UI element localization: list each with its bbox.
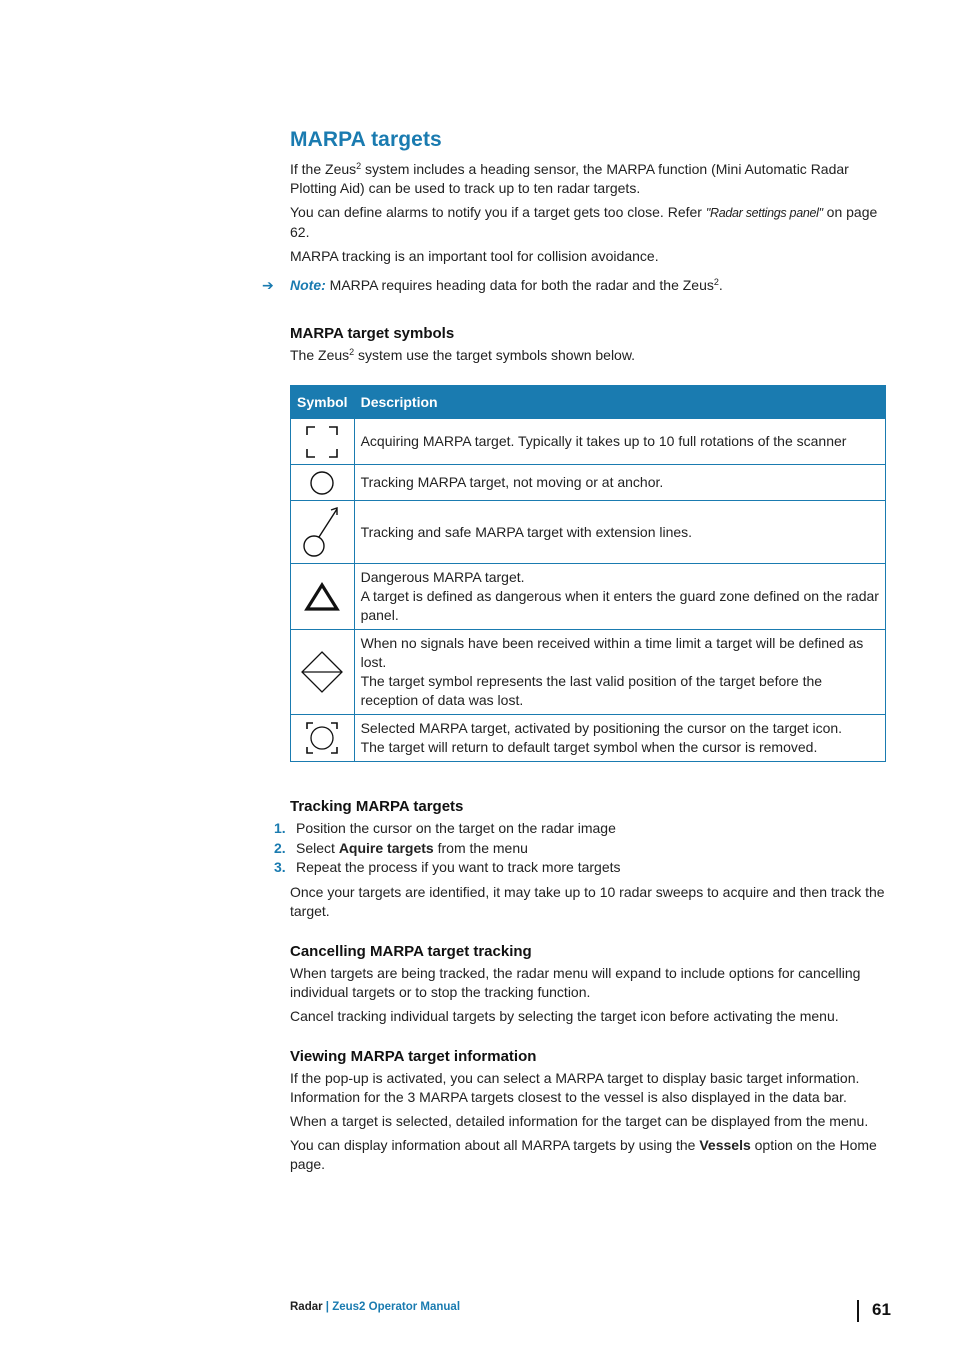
symbol-cell xyxy=(291,465,355,501)
selected-target-icon xyxy=(304,720,340,756)
symbol-cell xyxy=(291,419,355,465)
symbol-cell xyxy=(291,564,355,630)
safe-target-icon xyxy=(302,505,342,559)
cancelling-paragraph-2: Cancel tracking individual targets by selecting the target icon before activating the menu. xyxy=(290,1007,839,1024)
list-item: 3. Repeat the process if you want to track more targets xyxy=(274,859,621,875)
table-row xyxy=(291,465,886,501)
symbol-cell xyxy=(291,715,355,762)
tracking-section xyxy=(274,798,886,921)
viewing-paragraph-1: If the pop-up is activated, you can select a MARPA target to display basic target information. Information for the 3 MARPA targets closest to the vessel is also displayed in the data bar. xyxy=(290,1069,860,1105)
cancelling-paragraph-1: When targets are being tracked, the radar menu will expand to include options for cancelling individual targets or to stop the tracking function. xyxy=(290,964,861,1000)
viewing-section xyxy=(290,1048,886,1174)
table-row xyxy=(291,564,886,630)
intro-paragraph-1: If the Zeus$^2$ system includes a heading sensor, the MARPA function (Mini Automatic Radar Plotting Aid) can be used to track up to ten radar targets. xyxy=(290,161,849,196)
cancelling-section xyxy=(290,943,886,1026)
description-cell: Acquiring MARPA target. Typically it takes up to 10 full rotations of the scanner xyxy=(354,419,885,465)
page-number: 61 xyxy=(872,1300,891,1319)
intro-paragraph-2: You can define alarms to notify you if a target gets too close. Refer "Radar settings panel" on page 62. xyxy=(290,204,878,240)
symbols-table xyxy=(290,385,886,762)
tracking-heading: Tracking MARPA targets xyxy=(290,798,464,815)
note-label: Note: xyxy=(290,277,326,293)
cancelling-heading: Cancelling MARPA target tracking xyxy=(290,942,532,960)
viewing-paragraph-2: When a target is selected, detailed information for the target can be displayed from the menu. xyxy=(290,1112,869,1129)
column-header-symbol: Symbol xyxy=(291,386,355,419)
arrow-right-icon: ➔ xyxy=(262,277,274,293)
table-row xyxy=(291,419,886,465)
note: ➔ Note: MARPA requires heading data for both the radar and the Zeus$^2$. xyxy=(262,277,723,293)
symbols-section xyxy=(290,325,886,762)
description-cell: Dangerous MARPA target. A target is defined as dangerous when it enters the guard zone defined on the radar panel. xyxy=(354,564,885,630)
table-row xyxy=(291,501,886,564)
table-row xyxy=(291,630,886,715)
description-cell: Selected MARPA target, activated by positioning the cursor on the target icon. The target will return to default target symbol when the cursor is removed. xyxy=(354,715,885,762)
page-content xyxy=(262,128,886,1179)
table-row xyxy=(291,715,886,762)
description-cell: Tracking and safe MARPA target with extension lines. xyxy=(354,501,885,564)
viewing-heading: Viewing MARPA target information xyxy=(290,1047,537,1065)
menu-option-name: Aquire targets xyxy=(338,839,434,856)
acquiring-target-icon xyxy=(304,424,340,460)
page-title: MARPA targets xyxy=(290,128,442,151)
list-item: 2. Select Aquire targets from the menu xyxy=(274,839,528,856)
tracking-paragraph: Once your targets are identified, it may take up to 10 radar sweeps to acquire and then track the target. xyxy=(290,883,885,919)
viewing-paragraph-3: You can display information about all MARPA targets by using the Vessels option on the Home page. xyxy=(290,1136,877,1172)
tracking-target-icon xyxy=(309,470,335,496)
description-cell: When no signals have been received within a time limit a target will be defined as lost. The target symbol represents the last valid position of the target before the reception of data was lost. xyxy=(354,630,885,715)
tracking-steps xyxy=(274,819,886,878)
list-item: 1. Position the cursor on the target on the radar image xyxy=(274,820,616,836)
lost-target-icon xyxy=(300,650,344,694)
footer-divider xyxy=(857,1300,859,1322)
symbol-cell xyxy=(291,630,355,715)
column-header-description: Description xyxy=(354,386,885,419)
description-cell: Tracking MARPA target, not moving or at anchor. xyxy=(354,465,885,501)
intro-paragraph-3: MARPA tracking is an important tool for collision avoidance. xyxy=(290,248,659,264)
cross-reference-link[interactable]: "Radar settings panel" xyxy=(705,206,823,220)
symbols-heading: MARPA target symbols xyxy=(290,325,455,342)
footer-running-title: Radar | Zeus2 Operator Manual xyxy=(290,1301,461,1313)
dangerous-target-icon xyxy=(304,581,340,613)
symbols-intro: The Zeus$^2$ system use the target symbols shown below. xyxy=(290,347,636,363)
menu-option-name: Vessels xyxy=(699,1136,751,1153)
symbol-cell xyxy=(291,501,355,564)
table-header-row xyxy=(291,386,886,419)
